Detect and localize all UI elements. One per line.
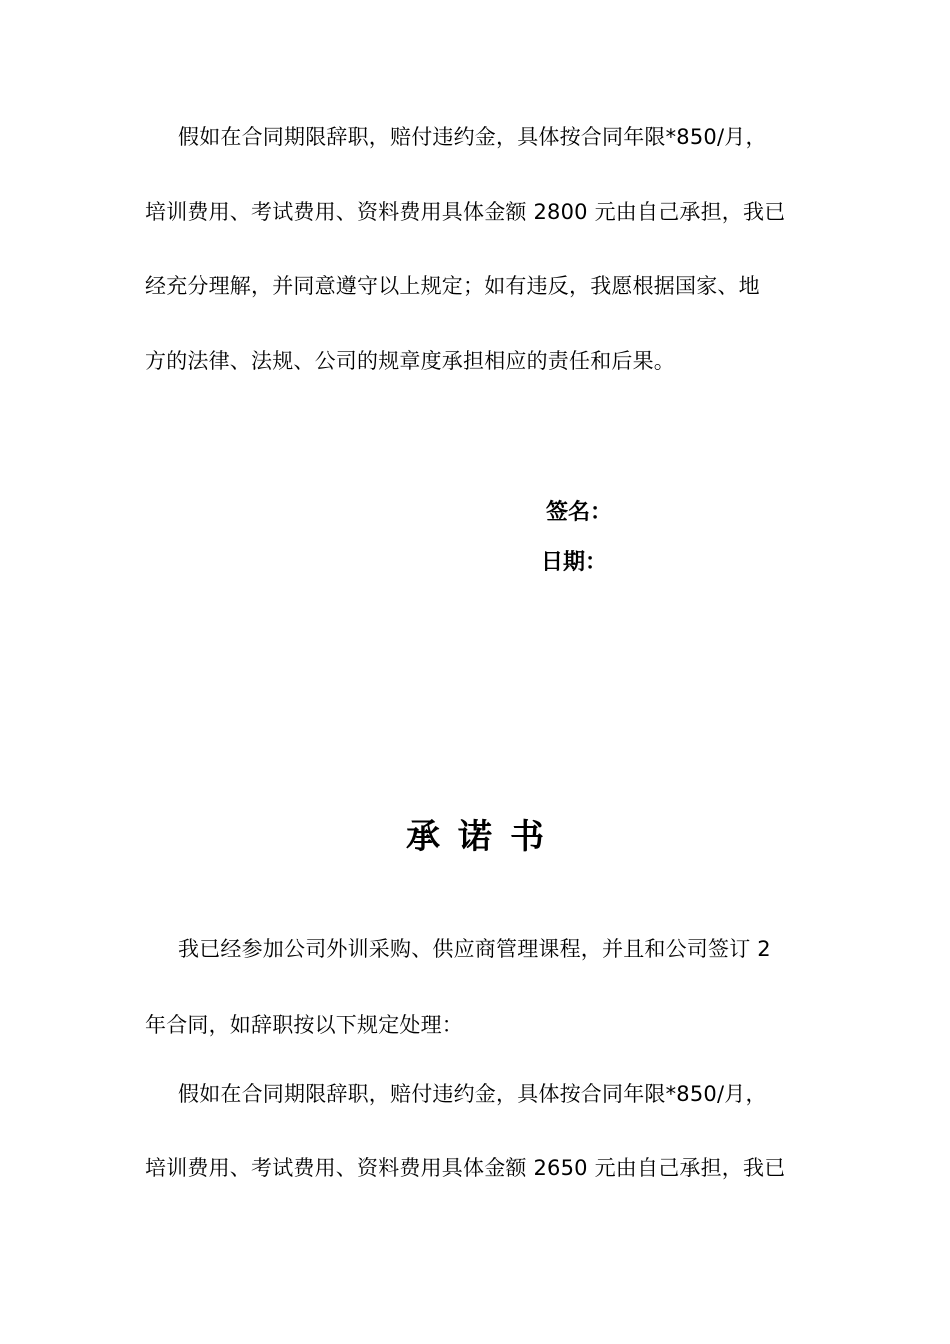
paragraph-line: 经充分理解，并同意遵守以上规定；如有违反，我愿根据国家、地 xyxy=(145,274,760,298)
document-title: 承诺书 xyxy=(406,817,562,857)
paragraph-line: 假如在合同期限辞职，赔付违约金，具体按合同年限*850/月， xyxy=(178,125,767,149)
paragraph-line: 假如在合同期限辞职，赔付违约金，具体按合同年限*850/月， xyxy=(178,1082,767,1106)
paragraph-line: 方的法律、法规、公司的规章度承担相应的责任和后果。 xyxy=(145,349,675,373)
paragraph-line: 培训费用、考试费用、资料费用具体金额 2800 元由自己承担，我已 xyxy=(145,200,786,224)
date-label: 日期： xyxy=(541,550,608,575)
paragraph-line: 培训费用、考试费用、资料费用具体金额 2650 元由自己承担，我已 xyxy=(145,1156,786,1180)
paragraph-line: 我已经参加公司外训采购、供应商管理课程，并且和公司签订 2 xyxy=(178,937,771,961)
paragraph-line: 年合同，如辞职按以下规定处理： xyxy=(145,1013,463,1037)
signature-label: 签名： xyxy=(546,500,613,525)
